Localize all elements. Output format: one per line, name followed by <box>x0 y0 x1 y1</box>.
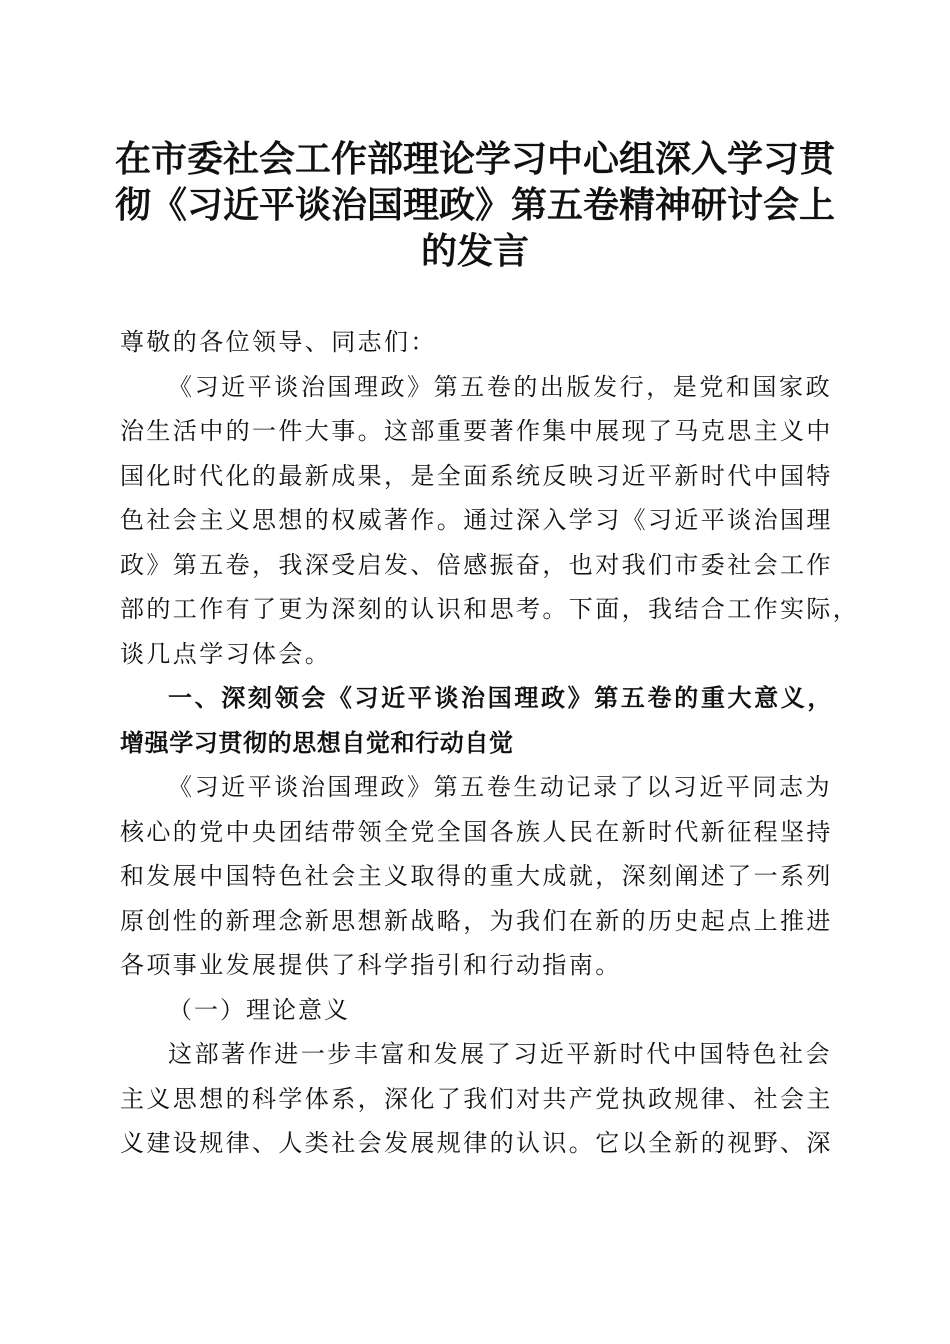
document-title <box>105 136 845 274</box>
paragraph-3 <box>120 1032 832 1166</box>
paragraph-line: 谈几点学习体会。 <box>120 639 332 668</box>
paragraph-line: 这部著作进一步丰富和发展了习近平新时代中国特色社会 <box>168 1040 832 1068</box>
paragraph-line: 《习近平谈治国理政》第五卷的出版发行，是党和国家政 <box>168 372 832 401</box>
heading-line: 增强学习贯彻的思想自觉和行动自觉 <box>120 728 514 757</box>
subheading-theory: （一）理论意义 <box>168 995 350 1024</box>
paragraph-line: 国化时代化的最新成果，是全面系统反映习近平新时代中国特 <box>120 461 833 490</box>
paragraph-line: 义建设规律、人类社会发展规律的认识。它以全新的视野、深 <box>120 1129 833 1157</box>
paragraph-line: 部的工作有了更为深刻的认识和思考。下面，我结合工作实际， <box>120 595 860 623</box>
paragraph-line: 《习近平谈治国理政》第五卷生动记录了以习近平同志为 <box>168 773 832 801</box>
paragraph-1 <box>120 365 860 677</box>
title-line: 彻《习近平谈治国理政》第五卷精神研讨会上 <box>114 184 835 226</box>
paragraph-line: 主义思想的科学体系，深化了我们对共产党执政规律、社会主 <box>120 1084 833 1113</box>
paragraph-2 <box>120 765 832 988</box>
heading-line: 一、深刻领会《习近平谈治国理政》第五卷的重大意义， <box>168 684 832 712</box>
paragraph-line: 和发展中国特色社会主义取得的重大成就，深刻阐述了一系列 <box>120 862 833 890</box>
paragraph-line: 原创性的新理念新思想新战略，为我们在新的历史起点上推进 <box>120 906 833 935</box>
paragraph-line: 治生活中的一件大事。这部重要著作集中展现了马克思主义中 <box>120 417 833 445</box>
paragraph-line: 各项事业发展提供了科学指引和行动指南。 <box>120 951 622 979</box>
paragraph-line: 政》第五卷，我深受启发、倍感振奋，也对我们市委社会工作 <box>120 550 833 579</box>
section-heading-1 <box>120 676 832 765</box>
paragraph-line: 核心的党中央团结带领全党全国各族人民在新时代新征程坚持 <box>120 817 833 846</box>
salutation: 尊敬的各位领导、同志们： <box>120 328 437 356</box>
title-line: 在市委社会工作部理论学习中心组深入学习贯 <box>114 138 835 180</box>
document-body <box>120 320 860 1166</box>
title-line: 的发言 <box>420 230 529 272</box>
paragraph-line: 色社会主义思想的权威著作。通过深入学习《习近平谈治国理 <box>120 506 833 534</box>
